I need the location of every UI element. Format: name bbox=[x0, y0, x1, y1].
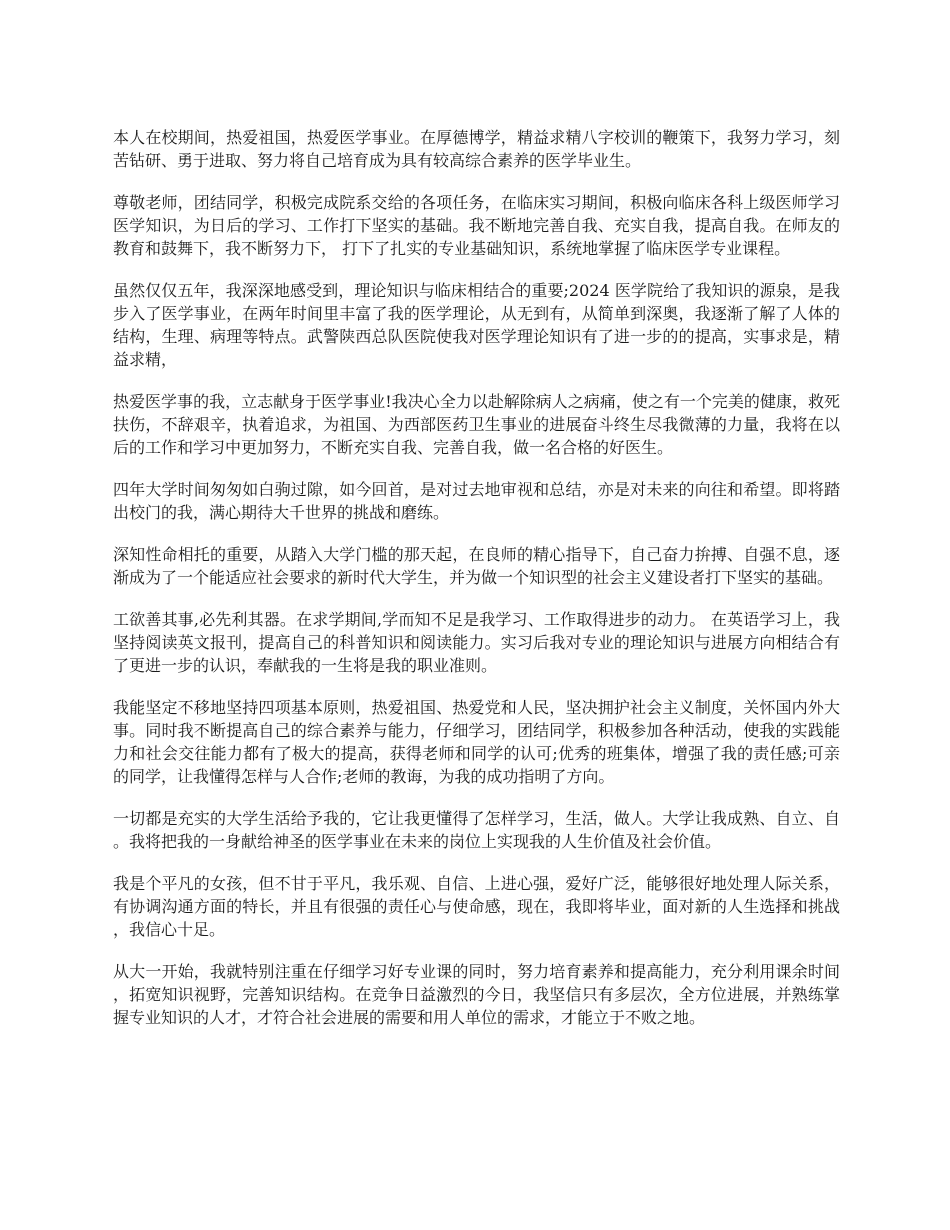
paragraph: 我能坚定不移地坚持四项基本原则，热爱祖国、热爱党和人民，坚决拥护社会主义制度，关怀国内外大事。同时我不断提高自己的综合素养与能力，仔细学习，团结同学，积极参加各种活动，使我的实践能力和社会交往能力都有了极大的提高，获得老师和同学的认可;优秀的班集体，增强了我的责任感;可亲的同学，让我懂得怎样与人合作;老师的教诲，为我的成功指明了方向。 bbox=[113, 698, 840, 786]
paragraph: 四年大学时间匆匆如白驹过隙，如今回首，是对过去地审视和总结，亦是对未来的向往和希望。即将踏出校门的我，满心期待大千世界的挑战和磨练。 bbox=[113, 480, 840, 522]
paragraph: 热爱医学事的我，立志献身于医学事业!我决心全力以赴解除病人之病痛，使之有一个完美的健康，救死扶伤，不辞艰辛，执着追求，为祖国、为西部医药卫生事业的进展奋斗终生尽我微薄的力量，我将在以后的工作和学习中更加努力，不断充实自我、完善自我，做一名合格的好医生。 bbox=[113, 392, 840, 457]
paragraph: 工欲善其事,必先利其器。在求学期间,学而知不足是我学习、工作取得进步的动力。 在英语学习上，我坚持阅读英文报刊，提高自己的科普知识和阅读能力。实习后我对专业的理论知识与进展方向相结合有了更进一步的认识，奉献我的一生将是我的职业准则。 bbox=[113, 610, 840, 675]
paragraph: 尊敬老师，团结同学，积极完成院系交给的各项任务，在临床实习期间，积极向临床各科上级医师学习医学知识，为日后的学习、工作打下坚实的基础。我不断地完善自我、充实自我，提高自我。在师友的教育和鼓舞下，我不断努力下， 打下了扎实的专业基础知识，系统地掌握了临床医学专业课程。 bbox=[113, 193, 840, 258]
paragraph: 虽然仅仅五年，我深深地感受到，理论知识与临床相结合的重要;2024 医学院给了我知识的源泉，是我步入了医学事业，在两年时间里丰富了我的医学理论，从无到有，从简单到深奥，我逐渐了解了人体的结构，生理、病理等特点。武警陕西总队医院使我对医学理论知识有了进一步的的提高，实事求是，精益求精， bbox=[113, 281, 840, 369]
paragraph: 深知性命相托的重要，从踏入大学门槛的那天起，在良师的精心指导下，自己奋力拚搏、自强不息，逐渐成为了一个能适应社会要求的新时代大学生，并为做一个知识型的社会主义建设者打下坚实的基础。 bbox=[113, 545, 840, 587]
document-body bbox=[113, 126, 840, 1048]
paragraph: 一切都是充实的大学生活给予我的，它让我更懂得了怎样学习，生活，做人。大学让我成熟、自立、自。我将把我的一身献给神圣的医学事业在未来的岗位上实现我的人生价值及社会价值。 bbox=[113, 809, 840, 851]
paragraph: 本人在校期间，热爱祖国，热爱医学事业。在厚德博学，精益求精八字校训的鞭策下，我努力学习，刻苦钻研、勇于进取、努力将自己培育成为具有较高综合素养的医学毕业生。 bbox=[113, 128, 840, 170]
paragraph: 从大一开始，我就特别注重在仔细学习好专业课的同时，努力培育素养和提高能力，充分利用课余时间，拓宽知识视野，完善知识结构。在竞争日益激烈的今日，我坚信只有多层次，全方位进展，并熟练掌握专业知识的人才，才符合社会进展的需要和用人单位的需求，才能立于不败之地。 bbox=[113, 962, 840, 1027]
paragraph: 我是个平凡的女孩，但不甘于平凡，我乐观、自信、上进心强，爱好广泛，能够很好地处理人际关系，有协调沟通方面的特长，并且有很强的责任心与使命感，现在，我即将毕业，面对新的人生选择和挑战，我信心十足。 bbox=[113, 874, 840, 939]
